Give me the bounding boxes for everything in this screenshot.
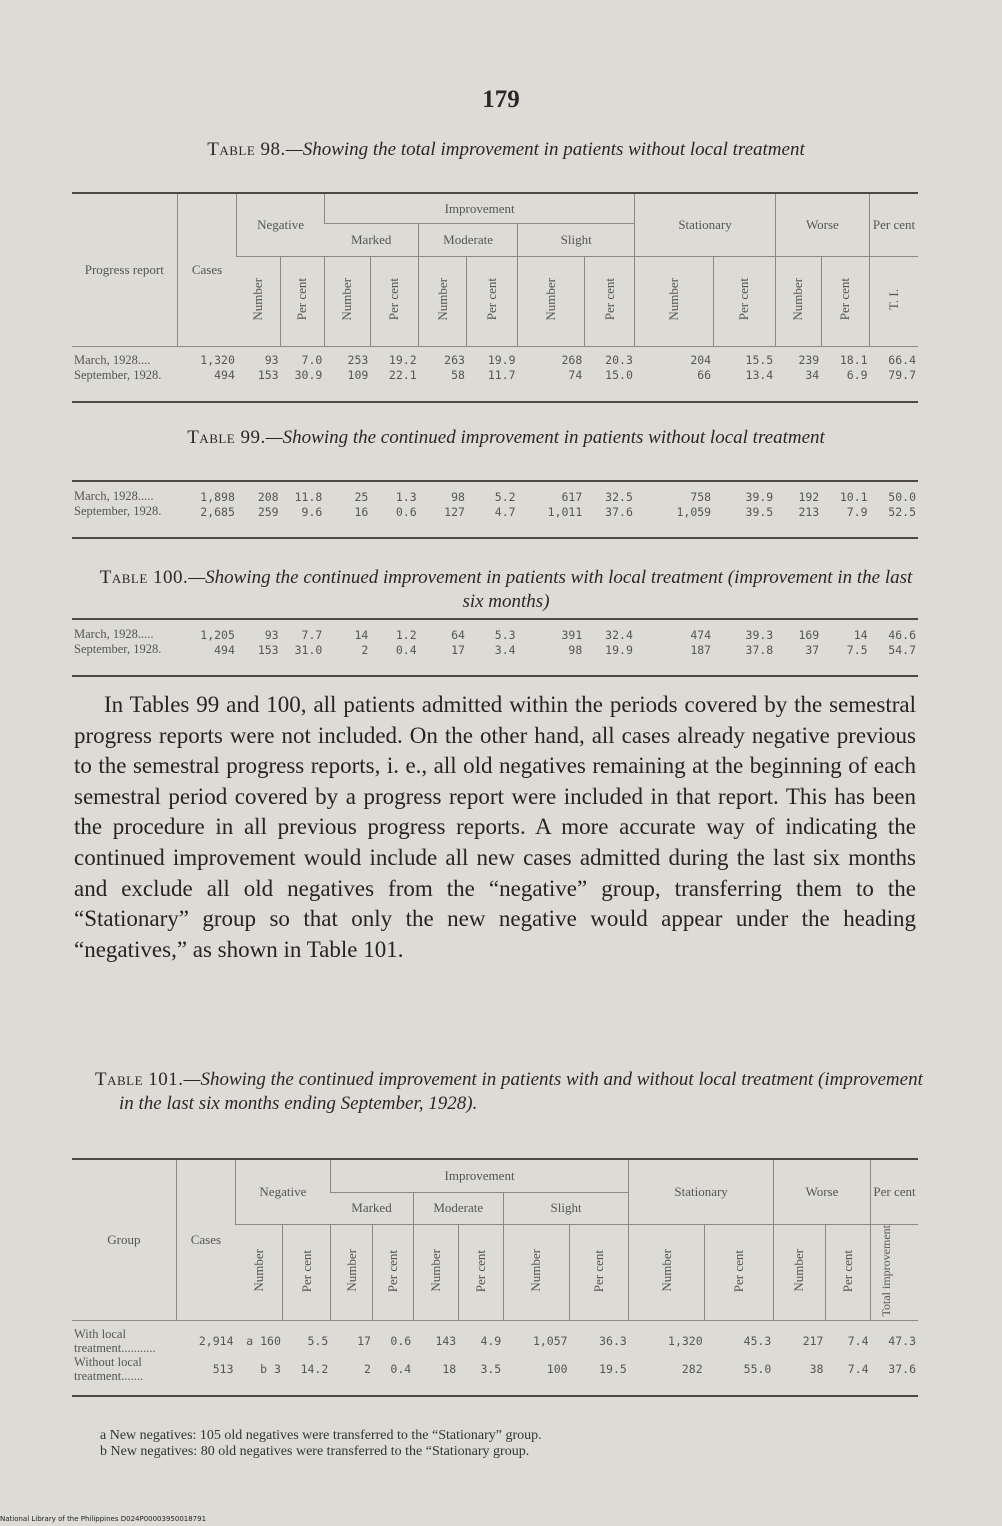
col-per-cent: Per cent [601, 278, 617, 321]
header-stationary: Stationary [629, 1159, 774, 1225]
archive-footer: National Library of the Philippines D024P00003950018791 [0, 1515, 207, 1523]
table98-caption [96, 138, 916, 162]
table-row: September, 1928. 494 153 30.9 109 22.1 58 11.7 74 15.0 66 13.4 34 6.9 79.7 [72, 368, 918, 402]
col-number: Number [250, 1249, 266, 1293]
header-moderate: Moderate [419, 224, 518, 257]
col-total-improvement: Total improvement [878, 1225, 893, 1317]
header-improvement: Improvement [324, 193, 635, 224]
table98-caption-text: —Showing the total improvement in patients without local treatment [285, 139, 805, 160]
col-per-cent: Per cent [385, 1249, 401, 1292]
table100-caption-text: —Showing the continued improvement in patients with local treatment (improvement in the last six months) [188, 567, 913, 612]
header-negative: Negative [236, 1159, 331, 1225]
header-slight: Slight [518, 224, 635, 257]
table99-lead: Table 99. [187, 427, 266, 448]
header-progress-report: Progress report [84, 262, 164, 277]
table-row: September, 1928. 494 153 31.0 2 0.4 17 3.4 98 19.9 187 37.8 37 7.5 54.7 [72, 642, 918, 676]
col-number: Number [434, 278, 450, 321]
col-per-cent: Per cent [591, 1249, 607, 1292]
header-moderate: Moderate [413, 1192, 503, 1225]
header-marked: Marked [330, 1192, 413, 1225]
col-number: Number [250, 278, 266, 321]
header-per-cent: Per cent [871, 1159, 919, 1225]
table-row: March, 1928..... 1,898 208 11.8 25 1.3 98 5.2 617 32.5 758 39.9 192 10.1 50.0 [74, 489, 916, 504]
table101-caption [95, 1068, 924, 1116]
col-number: Number [665, 278, 681, 321]
table98-lead: Table 98. [207, 139, 286, 160]
table101 [72, 1158, 918, 1397]
paragraph: In Tables 99 and 100, all patients admitted within the periods covered by the semestral progress reports were not included. On the other hand, all cases already negative previous to the semestral progress reports, i. e., all old negatives remaining at the beginning of each semestral period covered by a progress report were included in that report. This has been the procedure in all previous progress reports. A more accurate way of indicating the continued improvement would include all new cases admitted during the last six months and exclude all old negatives from the “negative” group, transferring them to the “Stationary” group so that only the new negative would appear under the heading “negatives,” as shown in Table 101. [74, 692, 916, 962]
col-per-cent: Per cent [386, 278, 402, 321]
table101-caption-text: —Showing the continued improvement in patients with and without local treatment (improvement in the last six months ending September, 1928). [119, 1069, 923, 1114]
footnote-a: a New negatives: 105 old negatives were transferred to the “Stationary” group. [100, 1428, 542, 1443]
col-number: Number [542, 278, 558, 321]
header-per-cent: Per cent [870, 193, 918, 257]
col-per-cent: Per cent [839, 1249, 855, 1292]
col-number: Number [791, 1249, 807, 1293]
col-per-cent: Per cent [736, 278, 752, 321]
header-stationary: Stationary [635, 193, 775, 257]
table-row: With local treatment........... 2,914 a 160 5.5 17 0.6 143 4.9 1,057 36.3 1,320 45.3 217 7.4 47.3 [74, 1326, 916, 1355]
col-per-cent: Per cent [294, 278, 310, 321]
col-per-cent: Per cent [298, 1249, 314, 1292]
table99 [72, 480, 918, 539]
table-row: March, 1928..... 1,205 93 7.7 14 1.2 64 5.3 391 32.4 474 39.3 169 14 46.6 [74, 627, 916, 642]
footnote-b: b New negatives: 80 old negatives were transferred to the “Stationary group. [100, 1444, 530, 1459]
header-cases: Cases [177, 193, 237, 347]
col-number: Number [343, 1249, 359, 1293]
table98 [72, 192, 918, 403]
table100-caption [96, 566, 916, 614]
page-number: 179 [482, 86, 520, 113]
col-per-cent: Per cent [837, 278, 853, 321]
header-worse: Worse [773, 1159, 870, 1225]
col-number: Number [339, 278, 355, 321]
header-improvement: Improvement [330, 1159, 629, 1192]
footnotes [100, 1428, 542, 1460]
col-per-cent: Per cent [484, 278, 500, 321]
col-per-cent: Per cent [472, 1249, 488, 1292]
table-row: September, 1928. 2,685 259 9.6 16 0.6 127 4.7 1,011 37.6 1,059 39.5 213 7.9 52.5 [72, 504, 918, 538]
table99-caption [96, 426, 916, 450]
col-ti: T. I. [886, 288, 902, 311]
table101-lead: Table 101. [95, 1069, 184, 1090]
body-text [74, 690, 916, 965]
table100 [72, 618, 918, 677]
col-number: Number [528, 1249, 544, 1293]
header-marked: Marked [324, 224, 418, 257]
table100-lead: Table 100. [99, 567, 189, 588]
header-cases: Cases [176, 1159, 235, 1321]
header-negative: Negative [237, 193, 324, 257]
table-row: March, 1928.... 1,320 93 7.0 253 19.2 263 19.9 268 20.3 204 15.5 239 18.1 66.4 [74, 352, 916, 367]
col-number: Number [658, 1249, 674, 1293]
header-worse: Worse [775, 193, 869, 257]
header-slight: Slight [503, 1192, 629, 1225]
table-row: Without local treatment....... 513 b 3 14.2 2 0.4 18 3.5 100 19.5 282 55.0 38 7.4 37.6 [72, 1355, 918, 1396]
col-per-cent: Per cent [731, 1249, 746, 1292]
table99-caption-text: —Showing the continued improvement in patients without local treatment [265, 427, 825, 448]
col-number: Number [427, 1249, 443, 1293]
col-number: Number [790, 278, 806, 321]
header-group: Group [107, 1232, 141, 1248]
